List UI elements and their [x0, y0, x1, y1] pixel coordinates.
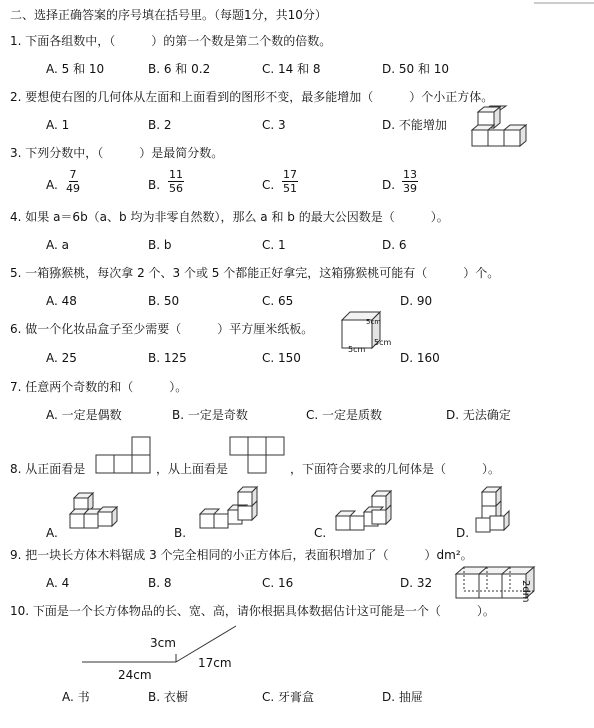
q6-option-d[interactable]: D. 160: [400, 351, 440, 365]
denominator: 49: [66, 182, 80, 195]
q3-option-c-letter[interactable]: C.: [262, 178, 275, 192]
q2-cube-figure: [470, 104, 534, 150]
q2-option-c[interactable]: C. 3: [262, 118, 286, 132]
q9-label: 2dm: [520, 580, 531, 603]
q3-option-d-fraction[interactable]: [402, 168, 418, 195]
q5-option-d[interactable]: D. 90: [400, 294, 433, 308]
q10-option-d[interactable]: D. 抽屉: [382, 690, 423, 704]
q4-option-c[interactable]: C. 1: [262, 238, 286, 252]
q3-option-d-letter[interactable]: D.: [382, 178, 396, 192]
q3-option-b-fraction[interactable]: [168, 168, 184, 195]
q5-stem: 5. 一箱猕猴桃，每次拿 2 个、3 个或 5 个都能正好拿完，这箱猕猴桃可能有（ ）个。: [10, 266, 500, 280]
q8-option-d[interactable]: D.: [456, 526, 470, 540]
q7-stem: 7. 任意两个奇数的和（ ）。: [10, 380, 188, 394]
numerator: 7: [69, 168, 77, 181]
q10-option-a[interactable]: A. 书: [62, 690, 90, 704]
q8-top-view: [229, 436, 287, 476]
numerator: 17: [283, 168, 297, 181]
q10-option-c[interactable]: C. 牙膏盒: [262, 690, 315, 704]
q7-option-a[interactable]: A. 一定是偶数: [46, 408, 122, 422]
q6-label-depth: 5cm: [374, 338, 392, 347]
q8-option-a-figure[interactable]: [68, 488, 130, 532]
q2-stem: 2. 要想使右图的几何体从左面和上面看到的图形不变，最多能增加（ ）个小正方体。: [10, 90, 494, 104]
q5-option-a[interactable]: A. 48: [46, 294, 77, 308]
q4-option-a[interactable]: A. a: [46, 238, 69, 252]
q2-option-d[interactable]: D. 不能增加: [382, 118, 447, 132]
q8-stem-b: ，从上面看是: [156, 462, 229, 476]
numerator: 11: [169, 168, 183, 181]
q8-option-b-figure[interactable]: [198, 484, 264, 534]
q10-label-height: 3cm: [150, 636, 176, 650]
q1-option-d[interactable]: D. 50 和 10: [382, 62, 450, 76]
q6-option-c[interactable]: C. 150: [262, 351, 301, 365]
q4-stem: 4. 如果 a＝6b（a、b 均为非零自然数），那么 a 和 b 的最大公因数是（ ）。: [10, 210, 449, 224]
q5-option-b[interactable]: B. 50: [148, 294, 180, 308]
q7-option-b[interactable]: B. 一定是奇数: [172, 408, 248, 422]
q3-stem: 3. 下列分数中，（ ）是最简分数。: [10, 146, 224, 160]
q6-option-a[interactable]: A. 25: [46, 351, 77, 365]
q7-option-c[interactable]: C. 一定是质数: [306, 408, 383, 422]
denominator: 56: [169, 182, 183, 195]
q9-option-d[interactable]: D. 32: [400, 576, 433, 590]
q7-option-d[interactable]: D. 无法确定: [446, 408, 511, 422]
q3-option-a-letter[interactable]: A.: [46, 178, 58, 192]
q10-option-b[interactable]: B. 衣橱: [148, 690, 188, 704]
q3-option-a-fraction[interactable]: [66, 168, 80, 195]
q10-label-width: 17cm: [198, 656, 232, 670]
q3-option-c-fraction[interactable]: [282, 168, 298, 195]
q2-option-a[interactable]: A. 1: [46, 118, 70, 132]
q9-option-a[interactable]: A. 4: [46, 576, 70, 590]
denominator: 51: [283, 182, 297, 195]
q3-option-b-letter[interactable]: B.: [148, 178, 161, 192]
q6-label-height: 5cm: [366, 318, 382, 326]
q9-option-b[interactable]: B. 8: [148, 576, 172, 590]
q6-option-b[interactable]: B. 125: [148, 351, 187, 365]
denominator: 39: [403, 182, 417, 195]
q8-stem-a: 8. 从正面看是: [10, 462, 86, 476]
q8-option-a[interactable]: A.: [46, 526, 58, 540]
q8-front-view: [95, 436, 153, 476]
q2-option-b[interactable]: B. 2: [148, 118, 172, 132]
q6-stem: 6. 做一个化妆品盒子至少需要（ ）平方厘米纸板。: [10, 322, 314, 336]
q10-label-length: 24cm: [118, 668, 152, 682]
q6-label-width: 5cm: [348, 345, 366, 354]
q1-option-a[interactable]: A. 5 和 10: [46, 62, 105, 76]
q9-option-c[interactable]: C. 16: [262, 576, 294, 590]
q8-option-c-figure[interactable]: [334, 490, 396, 534]
q1-option-c[interactable]: C. 14 和 8: [262, 62, 321, 76]
q1-stem: 1. 下面各组数中，（ ）的第一个数是第二个数的倍数。: [10, 34, 332, 48]
section-header: 二、选择正确答案的序号填在括号里。（每题1分，共10分）: [10, 8, 327, 22]
q4-option-d[interactable]: D. 6: [382, 238, 407, 252]
numerator: 13: [403, 168, 417, 181]
q1-option-b[interactable]: B. 6 和 0.2: [148, 62, 211, 76]
q10-stem: 10. 下面是一个长方体物品的长、宽、高，请你根据具体数据估计这可能是一个（ ）。: [10, 604, 495, 618]
q8-option-c[interactable]: C.: [314, 526, 327, 540]
q4-option-b[interactable]: B. b: [148, 238, 172, 252]
corner-mark: [534, 0, 594, 10]
q8-option-d-figure[interactable]: [474, 486, 524, 536]
q5-option-c[interactable]: C. 65: [262, 294, 294, 308]
q9-stem: 9. 把一块长方体木料锯成 3 个完全相同的小正方体后，表面积增加了（ ）dm²。: [10, 548, 473, 562]
q8-stem-c: ，下面符合要求的几何体是（ ）。: [290, 462, 501, 476]
q8-option-b[interactable]: B.: [174, 526, 187, 540]
